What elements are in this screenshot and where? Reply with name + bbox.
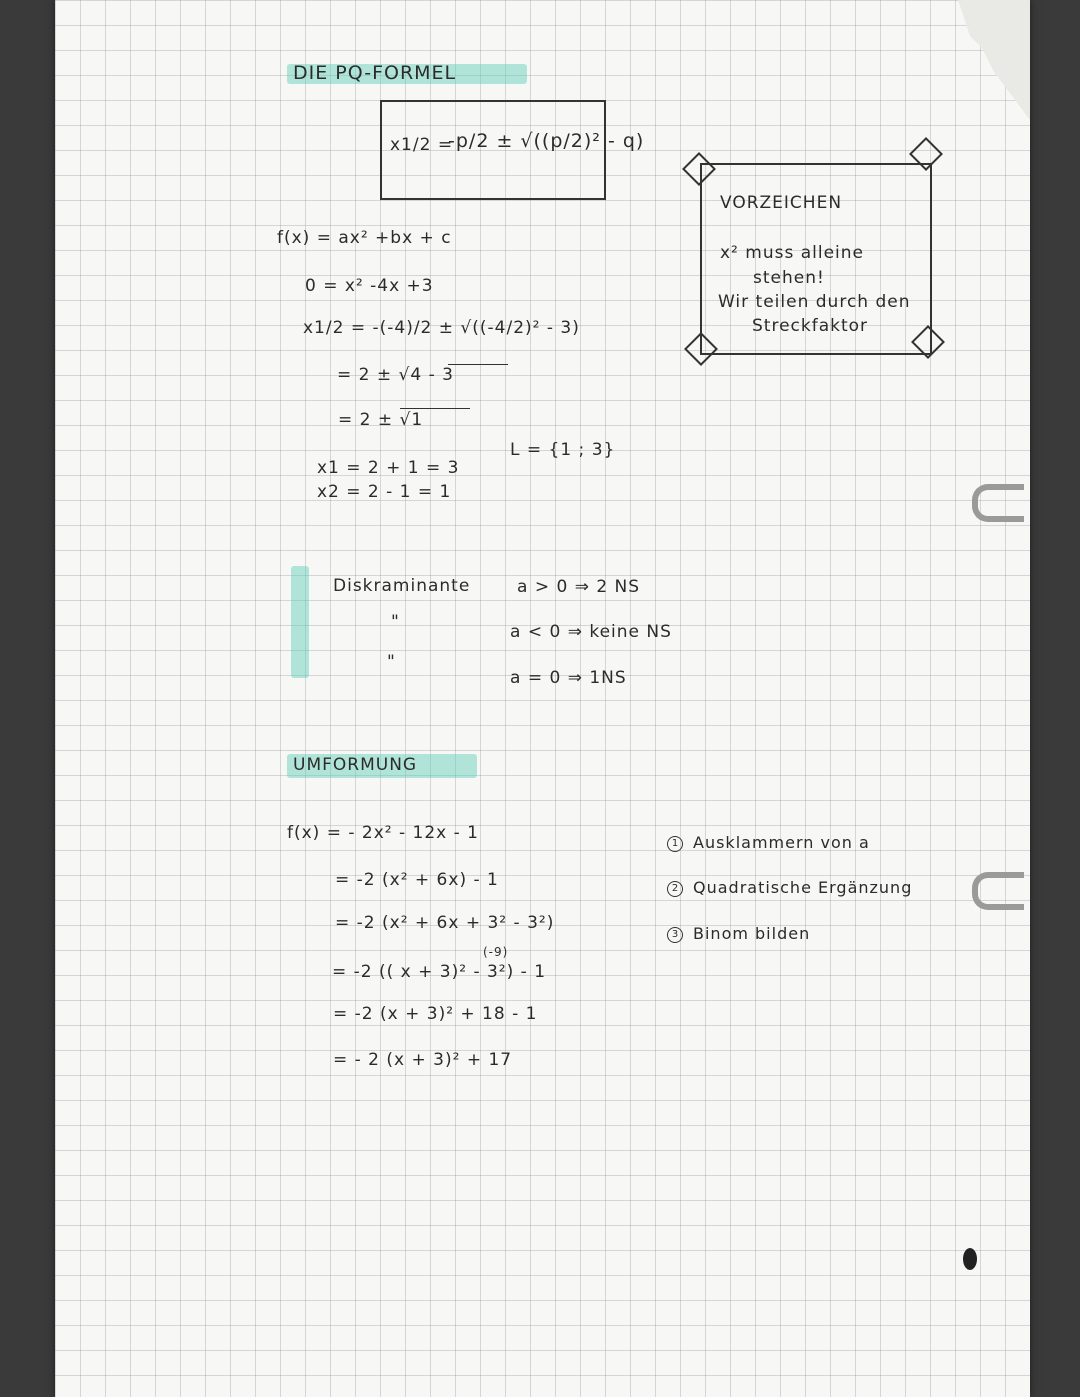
step-label: Ausklammern von a [693, 833, 870, 852]
ditto-mark-2: " [387, 652, 396, 672]
example-line-4: = 2 ± √4 - 3 [337, 365, 454, 385]
note-line-1: x² muss alleine [720, 243, 865, 263]
punch-hole [963, 1248, 977, 1270]
step-1 [667, 833, 870, 852]
note-line-2: stehen! [753, 268, 825, 288]
transform-line-4: = -2 (( x + 3)² - 3²) - 1 [332, 962, 547, 982]
step-number: 2 [667, 881, 683, 897]
step-number: 1 [667, 836, 683, 852]
solution-set: L = {1 ; 3} [510, 440, 616, 460]
transform-heading: UMFORMUNG [293, 755, 418, 775]
example-line-6: x1 = 2 + 1 = 3 [317, 458, 460, 478]
discriminant-case-1: a > 0 ⇒ 2 NS [517, 577, 641, 597]
ditto-mark-1: " [391, 612, 400, 632]
note-line-4: Streckfaktor [752, 316, 869, 336]
transform-line-5: = -2 (x + 3)² + 18 - 1 [333, 1004, 538, 1024]
transform-line-2: = -2 (x² + 6x) - 1 [335, 870, 499, 890]
binder-ring [972, 872, 1024, 910]
notebook-page [55, 0, 1030, 1397]
transform-line-3: = -2 (x² + 6x + 3² - 3²) [335, 913, 555, 933]
step-label: Quadratische Ergänzung [693, 878, 913, 897]
torn-corner [910, 0, 1030, 120]
formula-lhs: x1/2 = [390, 135, 454, 155]
step-2 [667, 878, 912, 897]
binder-ring [972, 484, 1024, 522]
step-label: Binom bilden [693, 924, 811, 943]
transform-line-6: = - 2 (x + 3)² + 17 [333, 1050, 513, 1070]
example-line-5: = 2 ± √1 [338, 410, 424, 430]
note-heading: VORZEICHEN [720, 193, 843, 213]
formula-rhs: -p/2 ± √((p/2)² - q) [448, 130, 645, 152]
transform-line-1: f(x) = - 2x² - 12x - 1 [287, 823, 479, 843]
example-line-2: 0 = x² -4x +3 [305, 276, 434, 296]
transform-annotation: (-9) [483, 945, 509, 959]
sqrt-bar-2 [400, 408, 470, 409]
example-line-1: f(x) = ax² +bx + c [277, 228, 452, 248]
step-number: 3 [667, 927, 683, 943]
sqrt-bar-1 [448, 364, 508, 365]
note-line-3: Wir teilen durch den [718, 292, 911, 312]
page-title: DIE PQ-FORMEL [293, 62, 457, 84]
discriminant-case-2: a < 0 ⇒ keine NS [510, 622, 672, 642]
discriminant-label: Diskraminante [333, 576, 471, 596]
margin-highlight [291, 566, 309, 678]
step-3 [667, 924, 810, 943]
discriminant-case-3: a = 0 ⇒ 1NS [510, 668, 627, 688]
example-line-7: x2 = 2 - 1 = 1 [317, 482, 452, 502]
example-line-3: x1/2 = -(-4)/2 ± √((-4/2)² - 3) [303, 318, 580, 338]
